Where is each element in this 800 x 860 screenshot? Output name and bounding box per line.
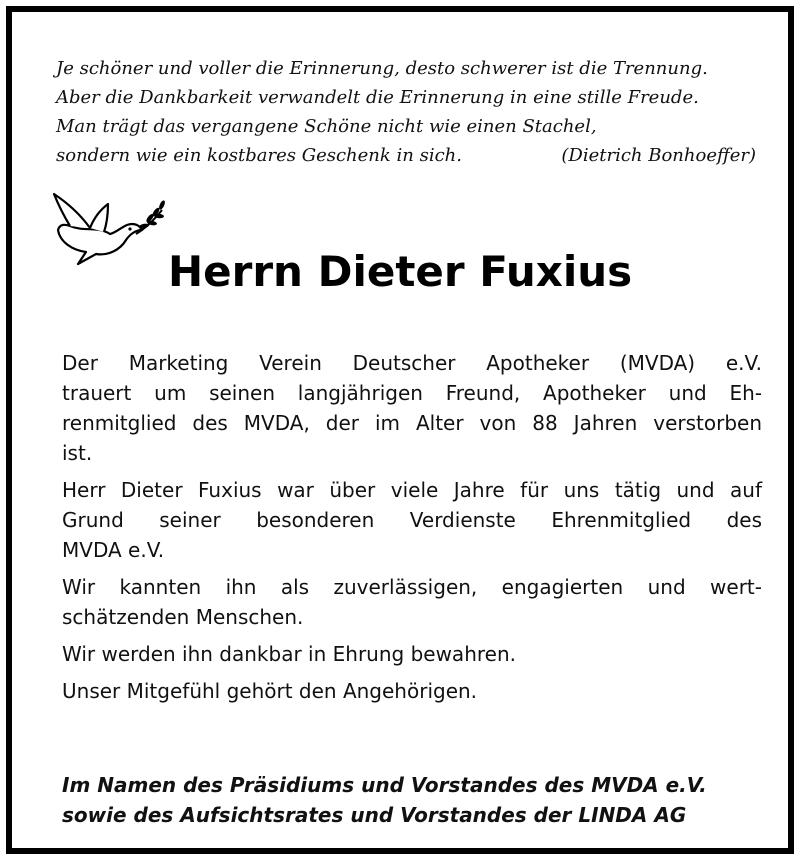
paragraph bbox=[62, 348, 762, 468]
text-line: Wir kannten ihn als zuverlässigen, engagierten und wert- bbox=[62, 575, 762, 599]
quote-block bbox=[56, 54, 756, 170]
text-line: Wir werden ihn dankbar in Ehrung bewahren. bbox=[62, 642, 516, 666]
text-line: Grund seiner besonderen Verdienste Ehrenmitglied des bbox=[62, 508, 762, 532]
paragraph bbox=[62, 572, 762, 632]
text-line: Herr Dieter Fuxius war über viele Jahre für uns tätig und auf bbox=[62, 478, 762, 502]
dove-with-olive-branch-icon bbox=[50, 190, 170, 282]
quote-line: sondern wie ein kostbares Geschenk in sich. bbox=[56, 145, 462, 166]
text-line: Der Marketing Verein Deutscher Apotheker (MVDA) e.V. bbox=[62, 351, 762, 375]
paragraph bbox=[62, 475, 762, 565]
signature-line: Im Namen des Präsidiums und Vorstandes des MVDA e.V. bbox=[62, 773, 707, 797]
quote-line: Je schöner und voller die Erinnerung, desto schwerer ist die Trennung. bbox=[56, 58, 708, 79]
signature-line: sowie des Aufsichtsrates und Vorstandes der LINDA AG bbox=[62, 803, 687, 827]
obituary-frame bbox=[6, 6, 794, 854]
quote-line: Aber die Dankbarkeit verwandelt die Erinnerung in eine stille Freude. bbox=[56, 87, 699, 108]
signature-block bbox=[62, 770, 762, 830]
text-line: ist. bbox=[62, 441, 93, 465]
paragraph bbox=[62, 639, 762, 669]
deceased-name-title: Herrn Dieter Fuxius bbox=[168, 247, 633, 296]
quote-author: (Dietrich Bonhoeffer) bbox=[561, 145, 756, 166]
text-line: renmitglied des MVDA, der im Alter von 88 Jahren verstorben bbox=[62, 411, 762, 435]
text-line: trauert um seinen langjährigen Freund, Apotheker und Eh- bbox=[62, 381, 762, 405]
text-line: schätzenden Menschen. bbox=[62, 605, 304, 629]
text-line: Unser Mitgefühl gehört den Angehörigen. bbox=[62, 679, 478, 703]
quote-line: Man trägt das vergangene Schöne nicht wie einen Stachel, bbox=[56, 116, 597, 137]
text-line: MVDA e.V. bbox=[62, 538, 165, 562]
paragraph bbox=[62, 676, 762, 706]
obituary-body bbox=[62, 348, 762, 713]
